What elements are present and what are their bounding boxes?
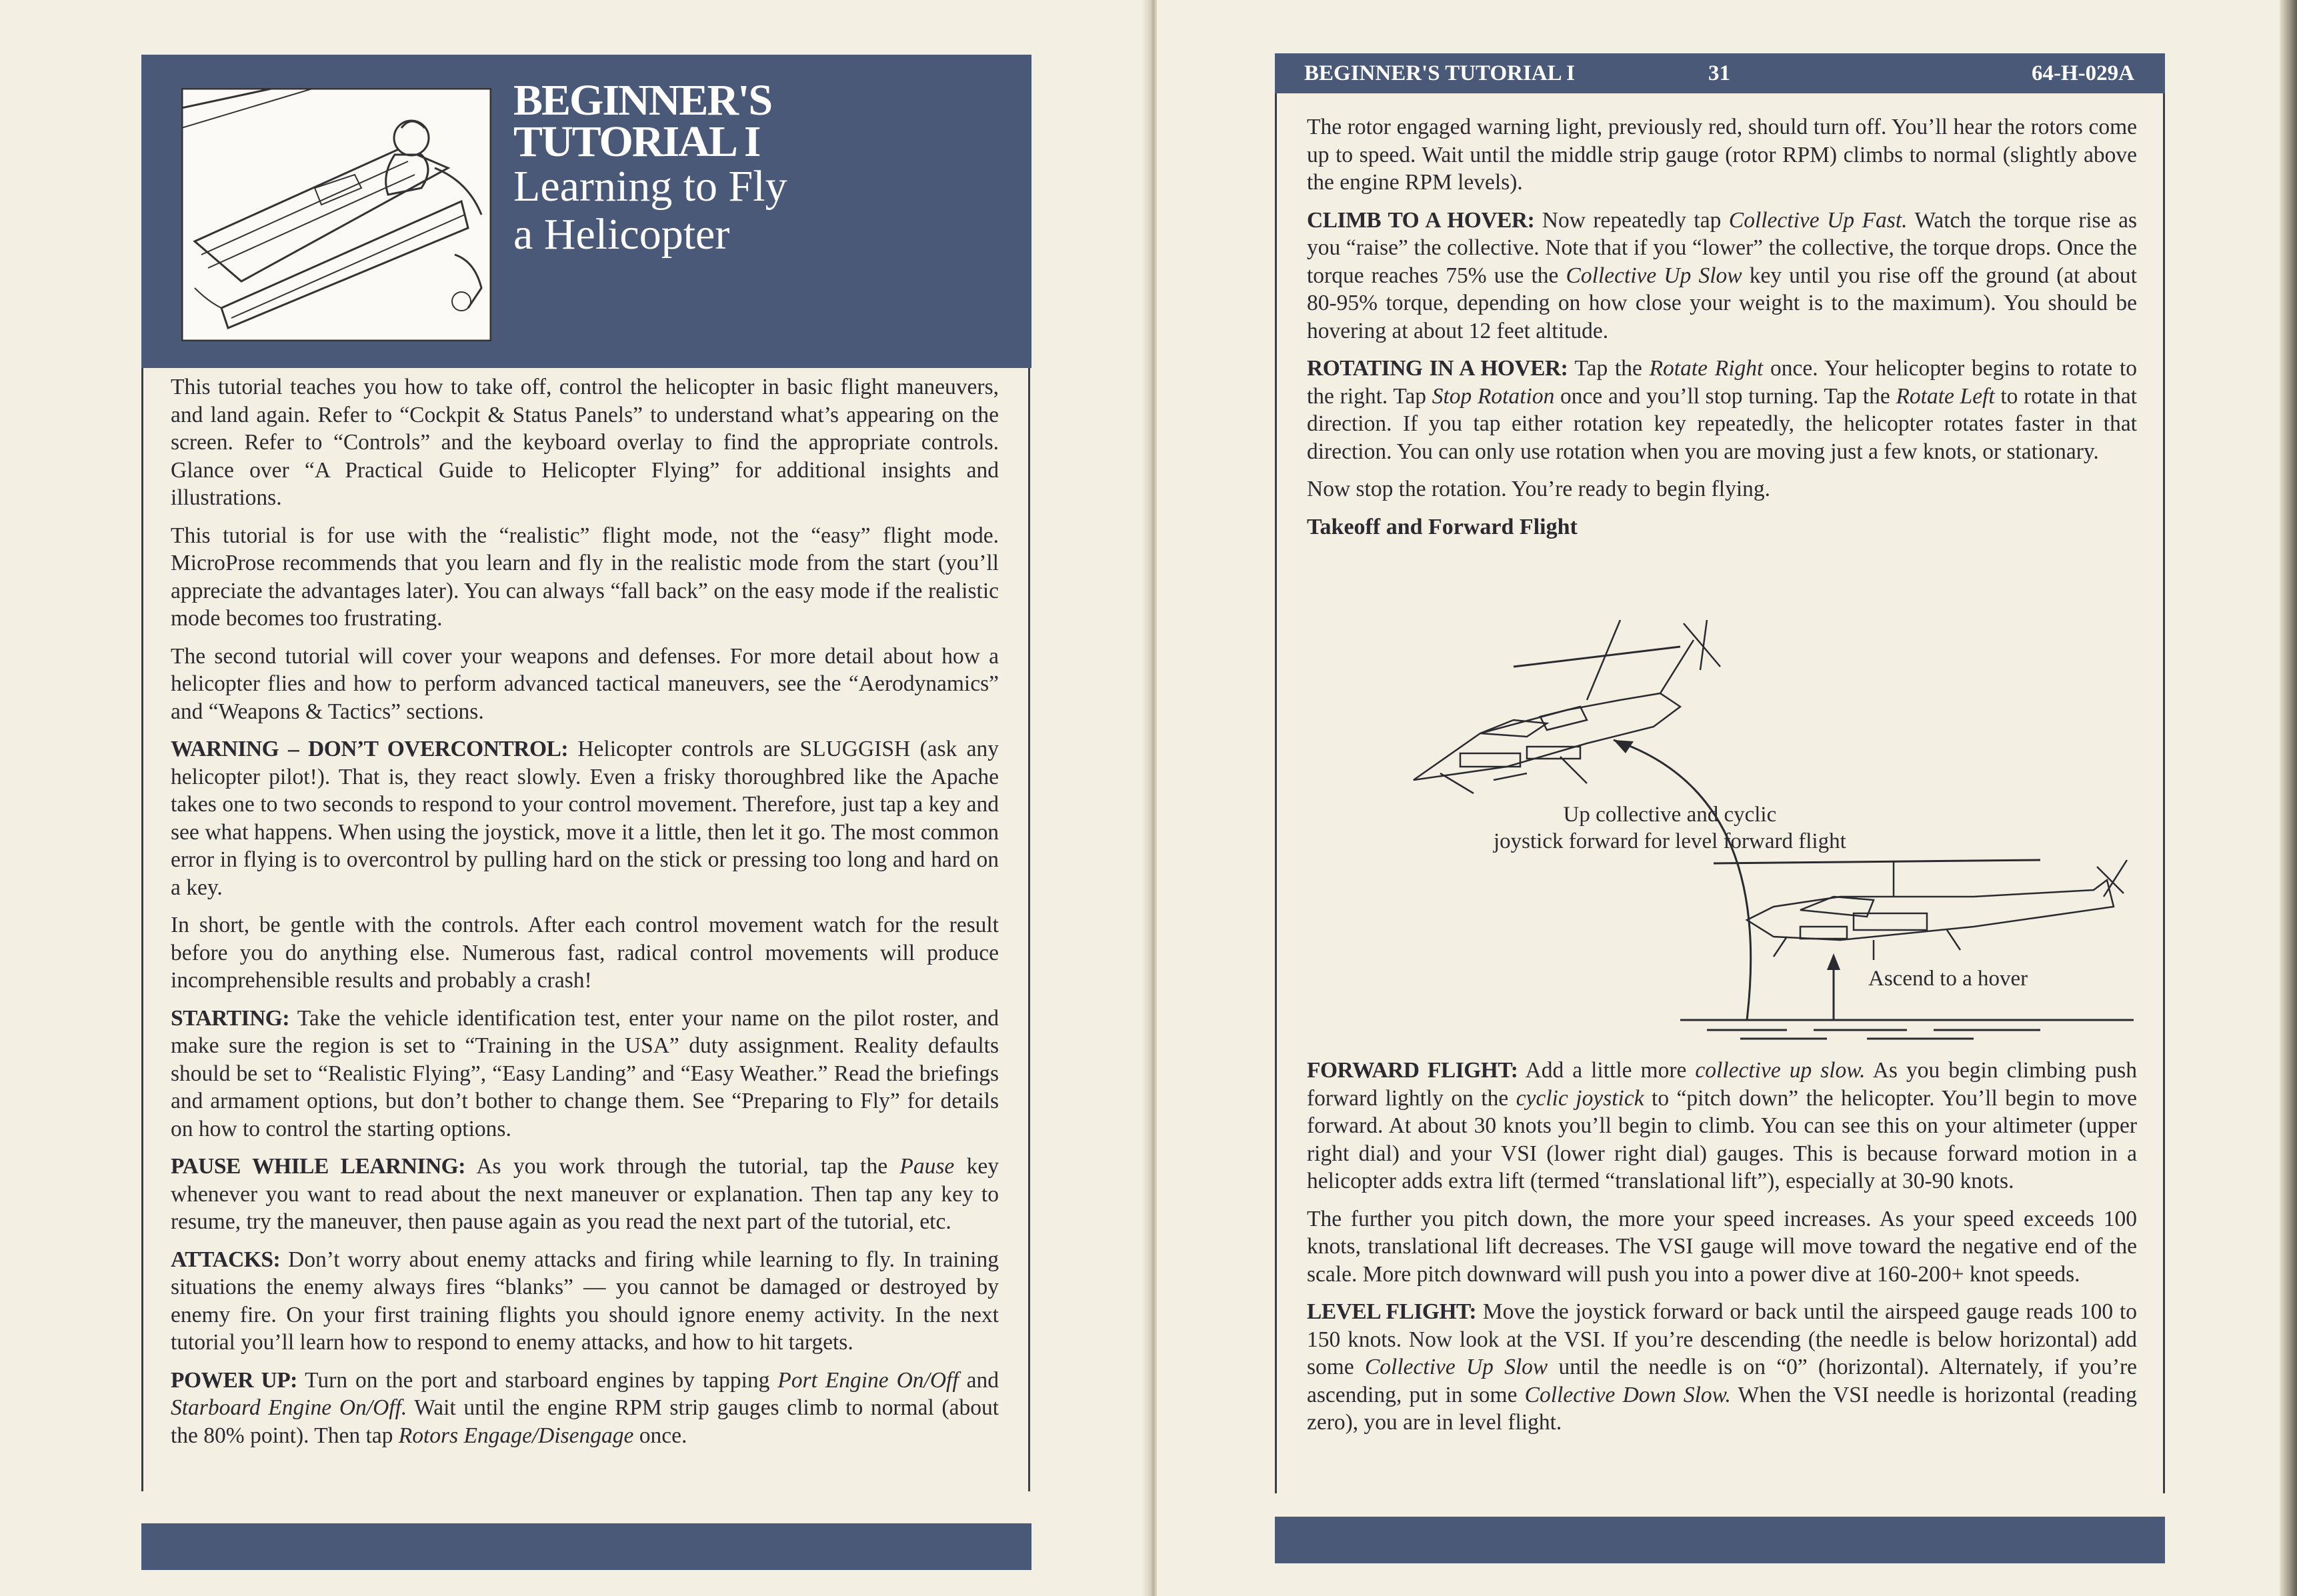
rotating-text-c: once and you’ll stop turning. Tap the xyxy=(1554,383,1896,409)
forward-text-a: Add a little more xyxy=(1518,1058,1696,1083)
paragraph-rotor-light: The rotor engaged warning light, previously red, should turn off. You’ll hear the rotors come up to speed. Wait until the middle strip gauge (rotor RPM) climbs to normal (slightly above the engine RPM levels). xyxy=(1307,115,2137,195)
starting-text: Take the vehicle identification test, enter your name on the pilot roster, and make sure the region is set to “Training in the USA” duty assignment. Reality defaults should be set to “Realistic Flying”, “Easy Landing” and “Easy Weather.” Read the briefings and armament options, but don’t bother to change them. See “Preparing to Fly” for details on how to control the starting options. xyxy=(171,1005,999,1141)
left-footer-bar xyxy=(141,1523,1031,1570)
flight-path-curve xyxy=(1614,740,1751,1020)
left-frame-line xyxy=(141,368,143,1491)
forward-text-b: As you begin climbing push forward lightly on the xyxy=(1307,1058,2138,1111)
paragraph-starting xyxy=(171,1005,999,1143)
level-flight-heading: LEVEL FLIGHT: xyxy=(1307,1299,1477,1324)
page-edge xyxy=(2280,0,2297,1596)
helicopter-forward-flight-icon xyxy=(1414,620,1720,793)
power-up-text-c: Wait until the engine RPM strip gauges climb to normal (about the 80% point). Then tap xyxy=(171,1395,999,1448)
starting-heading: STARTING: xyxy=(171,1005,289,1031)
paragraph-warning xyxy=(171,735,999,901)
paragraph-realistic-mode: This tutorial is for use with the “realistic” flight mode, not the “easy” flight mode. MicroProse recommends that you learn and fly in the realistic mode from the start (you’ll appreciate the advantages later). You can always “fall back” on the easy mode if the realistic mode becomes too frustrating. xyxy=(171,523,999,631)
warning-heading: WARNING – DON’T OVERCONTROL: xyxy=(171,737,569,761)
ground-line xyxy=(1680,1020,2134,1039)
rotating-heading: ROTATING IN A HOVER: xyxy=(1307,356,1568,381)
paragraph-power-up xyxy=(171,1367,999,1450)
forward-text-c: to “pitch down” the helicopter. You’ll begin to move forward. At about 30 knots you’ll begin to climb. You can see this on your altimeter (upper right dial) and your VSI (lower right dial) gauges. This is because forward motion in a helicopter adds extra lift (termed “translational lift”), especially at 30-90 knots. xyxy=(1307,1085,2138,1193)
paragraph-stop-rotation: Now stop the rotation. You’re ready to begin flying. xyxy=(1307,477,1771,501)
power-up-text-a: Turn on the port and starboard engines by tapping xyxy=(297,1367,778,1393)
port-engine-key: Port Engine On/Off xyxy=(777,1367,959,1393)
paragraph-intro: This tutorial teaches you how to take off, control the helicopter in basic flight maneuvers, and land again. Refer to “Cockpit & Status Panels” to understand what’s appearing on the screen. Refer to “Controls” and the keyboard overlay to find the appropriate controls. Glance over “A Practical Guide to Helicopter Flying” for additional insights and illustrations. xyxy=(171,375,999,510)
left-body-text xyxy=(171,373,999,1459)
collective-up-fast-key: Collective Up Fast. xyxy=(1728,207,1908,233)
figure-label-forward-line2: joystick forward for level forward flight xyxy=(1494,829,1846,853)
ascend-arrowhead xyxy=(1827,953,1840,970)
running-header xyxy=(1275,53,2165,93)
level-text-c: When the VSI needle is horizontal (reading zero), you are in level flight. xyxy=(1307,1382,2137,1435)
paragraph-gentle: In short, be gentle with the controls. After each control movement watch for the result before you do anything else. Numerous fast, radical control movements will produce incomprehensible results and probably a crash! xyxy=(171,913,999,993)
paragraph-pause xyxy=(171,1153,999,1236)
paragraph-second-tutorial: The second tutorial will cover your weapons and defenses. For more detail about how a helicopter flies and how to perform advanced tactical maneuvers, see the “Aerodynamics” and “Weapons & Tactics” sections. xyxy=(171,643,999,724)
climb-text-b: Watch the torque rise as you “raise” the collective. Note that if you “lower” the collective, the torque drops. Once the torque reaches 75% use the xyxy=(1307,207,2137,288)
subtitle-line-2: a Helicopter xyxy=(513,210,730,259)
climb-text-a: Now repeatedly tap xyxy=(1534,207,1729,233)
paragraph-forward-flight xyxy=(1307,1057,2137,1195)
paragraph-pitch-down: The further you pitch down, the more your speed increases. As your speed exceeds 100 knots, translational lift decreases. The VSI gauge will move toward the negative end of the scale. More pitch downward will push you into a power dive at 160-200+ knot speeds. xyxy=(1307,1206,2137,1287)
stop-rotation-key: Stop Rotation xyxy=(1432,383,1555,409)
attacks-heading: ATTACKS: xyxy=(171,1247,281,1272)
subheading-takeoff: Takeoff and Forward Flight xyxy=(1307,514,1578,539)
power-up-text-d: once. xyxy=(633,1423,687,1448)
right-body-bottom xyxy=(1307,1057,2137,1447)
pause-text-b: key whenever you want to read about the next maneuver or explanation. Then tap any key to resume, try the maneuver, then pause again as you read the next part of the tutorial, etc. xyxy=(171,1154,999,1234)
warning-text: Helicopter controls are SLUGGISH (ask any helicopter pilot!). That is, they react slowly. Even a frisky thoroughbred like the Apache takes one to two seconds to respond to your control movement. Therefore, just tap a key and see what happens. When using the joystick, move it a little, then let it go. The most common error in flying is to overcontrol by pulling hard on the stick or pressing too long and hard on a key. xyxy=(171,737,999,900)
title-line-1: BEGINNER'S xyxy=(513,76,772,125)
cyclic-joystick-text: cyclic joystick xyxy=(1516,1085,1644,1111)
right-frame-line xyxy=(1028,368,1030,1491)
pause-key: Pause xyxy=(899,1154,955,1179)
attacks-text: Don’t worry about enemy attacks and firing while learning to fly. In training situations the enemy always fires “blanks” — you cannot be damaged or destroyed by enemy fire. On your first training flights you should ignore enemy activity. In the next tutorial you’ll learn how to respond to enemy attacks, and how to hit targets. xyxy=(171,1247,999,1355)
level-text-b: until the needle is on “0” (horizontal). Alternately, if you’re ascending, put in some xyxy=(1307,1355,2137,1407)
climb-heading: CLIMB TO A HOVER: xyxy=(1307,207,1535,233)
collective-down-slow-key: Collective Down Slow. xyxy=(1524,1382,1731,1407)
header-section: BEGINNER'S TUTORIAL I xyxy=(1304,61,1575,85)
title-block xyxy=(513,76,787,259)
subtitle-line-1: Learning to Fly xyxy=(513,162,787,211)
figure-label-forward-line1: Up collective and cyclic xyxy=(1563,803,1777,827)
collective-up-slow-key: Collective Up Slow xyxy=(1566,263,1742,288)
pause-heading: PAUSE WHILE LEARNING: xyxy=(171,1154,465,1179)
pilot-in-cockpit-illustration xyxy=(181,88,491,341)
figure-label-hover: Ascend to a hover xyxy=(1868,967,2028,991)
level-text-a: Move the joystick forward or back until the airspeed gauge reads 100 to 150 knots. Now look at the VSI. If you’re descending (the needle is below horizontal) add some xyxy=(1307,1299,2138,1379)
right-footer-bar xyxy=(1275,1517,2165,1563)
power-up-heading: POWER UP: xyxy=(171,1367,297,1393)
rotors-key: Rotors Engage/Disengage xyxy=(398,1423,634,1448)
right-body-top xyxy=(1307,113,2137,551)
figure-label-forward xyxy=(1494,801,1846,855)
header-doc-code: 64-H-029A xyxy=(2032,61,2134,85)
right-page-right-frame xyxy=(2163,93,2165,1493)
right-page-left-frame xyxy=(1275,93,1277,1493)
helicopter-hover-icon xyxy=(1714,860,2127,960)
title-line-2: TUTORIAL I xyxy=(513,117,760,166)
collective-up-slow-key-2: Collective Up Slow xyxy=(1364,1355,1548,1379)
pause-text-a: As you work through the tutorial, tap the xyxy=(465,1154,900,1179)
rotate-left-key: Rotate Left xyxy=(1896,383,1995,409)
paragraph-level-flight xyxy=(1307,1298,2137,1437)
rotating-text-a: Tap the xyxy=(1568,356,1650,381)
rotating-text-d: to rotate in that direction. If you tap either rotation key repeatedly, the helicopter rotates faster in that direction. You can only use rotation when you are moving just a few knots, or stationary. xyxy=(1307,383,2137,464)
climb-text-c: key until you rise off the ground (at about 80-95% torque, depending on how close your weight is to the maximum). You should be hovering at about 12 feet altitude. xyxy=(1307,263,2137,343)
starboard-engine-key: Starboard Engine On/Off. xyxy=(171,1395,407,1420)
rotate-right-key: Rotate Right xyxy=(1649,356,1764,381)
left-page xyxy=(0,0,1147,1596)
paragraph-attacks xyxy=(171,1246,999,1357)
rotating-text-b: once. Your helicopter begins to rotate to the right. Tap xyxy=(1307,356,2138,409)
header-page-number: 31 xyxy=(1708,61,1730,85)
takeoff-diagram xyxy=(1307,593,2134,1053)
forward-flight-heading: FORWARD FLIGHT: xyxy=(1307,1058,1518,1083)
paragraph-rotating xyxy=(1307,355,2137,465)
collective-up-slow-text: collective up slow. xyxy=(1695,1058,1866,1083)
paragraph-climb xyxy=(1307,207,2137,345)
power-up-text-b: and xyxy=(958,1367,999,1393)
